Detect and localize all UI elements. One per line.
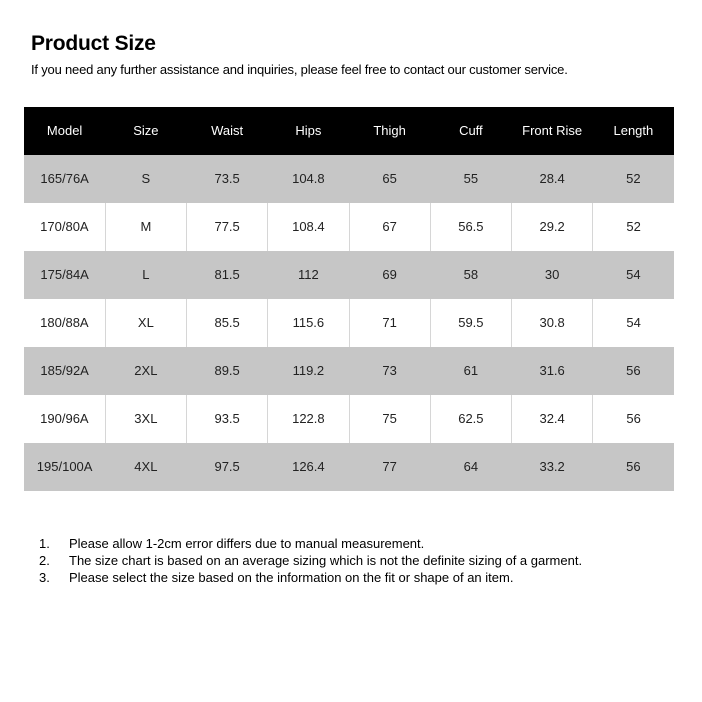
column-header: Size <box>133 123 159 138</box>
table-row <box>24 203 674 251</box>
table-cell: 59.5 <box>430 299 511 347</box>
column-header: Hips <box>295 123 322 138</box>
table-cell: 73.5 <box>214 171 240 186</box>
table-cell: 104.8 <box>292 171 325 186</box>
table-cell: 64 <box>463 459 479 474</box>
table-cell: 97.5 <box>214 459 240 474</box>
note-item <box>39 552 582 569</box>
table-cell: 52 <box>593 203 674 251</box>
table-cell: 75 <box>349 395 430 443</box>
table-cell: 30 <box>544 267 560 282</box>
table-cell: 93.5 <box>187 395 268 443</box>
table-header-row <box>24 107 674 155</box>
table-cell: 65 <box>382 171 397 186</box>
table-cell: 73 <box>382 363 397 378</box>
table-cell: 185/92A <box>40 363 89 378</box>
table-row <box>24 299 674 347</box>
table-cell: 126.4 <box>292 459 325 474</box>
table-cell: 62.5 <box>430 395 511 443</box>
size-table <box>24 107 674 491</box>
table-cell: 61 <box>463 363 479 378</box>
table-cell: 108.4 <box>268 203 349 251</box>
note-number: 2. <box>39 553 50 568</box>
note-text: The size chart is based on an average sizing which is not the definite sizing of a garment. <box>69 553 583 568</box>
table-cell: 175/84A <box>40 267 89 282</box>
table-cell: 71 <box>349 299 430 347</box>
column-header: Length <box>613 123 654 138</box>
table-cell: 54 <box>626 267 641 282</box>
table-cell: 55 <box>463 171 479 186</box>
note-number: 3. <box>39 570 50 585</box>
table-cell: XL <box>105 299 186 347</box>
table-cell: S <box>141 171 151 186</box>
table-cell: 67 <box>349 203 430 251</box>
table-cell: 170/80A <box>40 219 89 234</box>
table-cell: M <box>105 203 186 251</box>
column-header: Front Rise <box>522 123 583 138</box>
table-cell: 33.2 <box>539 459 565 474</box>
table-cell: 4XL <box>134 459 158 474</box>
note-item <box>39 535 582 552</box>
table-cell: 54 <box>593 299 674 347</box>
table-cell: 30.8 <box>512 299 593 347</box>
table-cell: 115.6 <box>268 299 349 347</box>
table-row <box>24 347 674 395</box>
note-number: 1. <box>39 536 50 551</box>
table-cell: 122.8 <box>268 395 349 443</box>
table-cell: 190/96A <box>40 411 89 426</box>
table-cell: 56 <box>626 363 641 378</box>
column-header: Cuff <box>459 123 483 138</box>
table-cell: 56 <box>593 395 674 443</box>
table-cell: 3XL <box>105 395 186 443</box>
column-header: Waist <box>211 123 244 138</box>
table-cell: 77 <box>382 459 397 474</box>
table-row <box>24 251 674 299</box>
table-cell: 28.4 <box>539 171 565 186</box>
table-cell: 112 <box>298 267 319 282</box>
table-row <box>24 155 674 203</box>
page-subtitle: If you need any further assistance and inquiries, please feel free to contact our customer service. <box>31 62 568 77</box>
table-cell: 85.5 <box>187 299 268 347</box>
table-cell: 31.6 <box>539 363 565 378</box>
column-header: Thigh <box>373 123 406 138</box>
table-cell: 58 <box>463 267 479 282</box>
note-text: Please select the size based on the information on the fit or shape of an item. <box>69 570 514 585</box>
table-cell: L <box>142 267 150 282</box>
table-cell: 180/88A <box>40 315 89 330</box>
table-cell: 69 <box>382 267 397 282</box>
column-header: Model <box>46 123 83 138</box>
table-cell: 89.5 <box>214 363 240 378</box>
notes-list <box>39 535 582 586</box>
table-cell: 2XL <box>134 363 158 378</box>
table-cell: 52 <box>626 171 641 186</box>
note-text: Please allow 1-2cm error differs due to manual measurement. <box>69 536 425 551</box>
table-cell: 81.5 <box>214 267 240 282</box>
note-item <box>39 569 582 586</box>
table-cell: 56.5 <box>430 203 511 251</box>
table-cell: 77.5 <box>187 203 268 251</box>
page-title: Product Size <box>31 32 156 55</box>
table-cell: 119.2 <box>292 363 325 378</box>
table-cell: 195/100A <box>36 459 93 474</box>
table-cell: 29.2 <box>512 203 593 251</box>
table-cell: 32.4 <box>512 395 593 443</box>
table-cell: 165/76A <box>40 171 89 186</box>
table-cell: 56 <box>626 459 641 474</box>
table-row <box>24 395 674 443</box>
table-row <box>24 443 674 491</box>
